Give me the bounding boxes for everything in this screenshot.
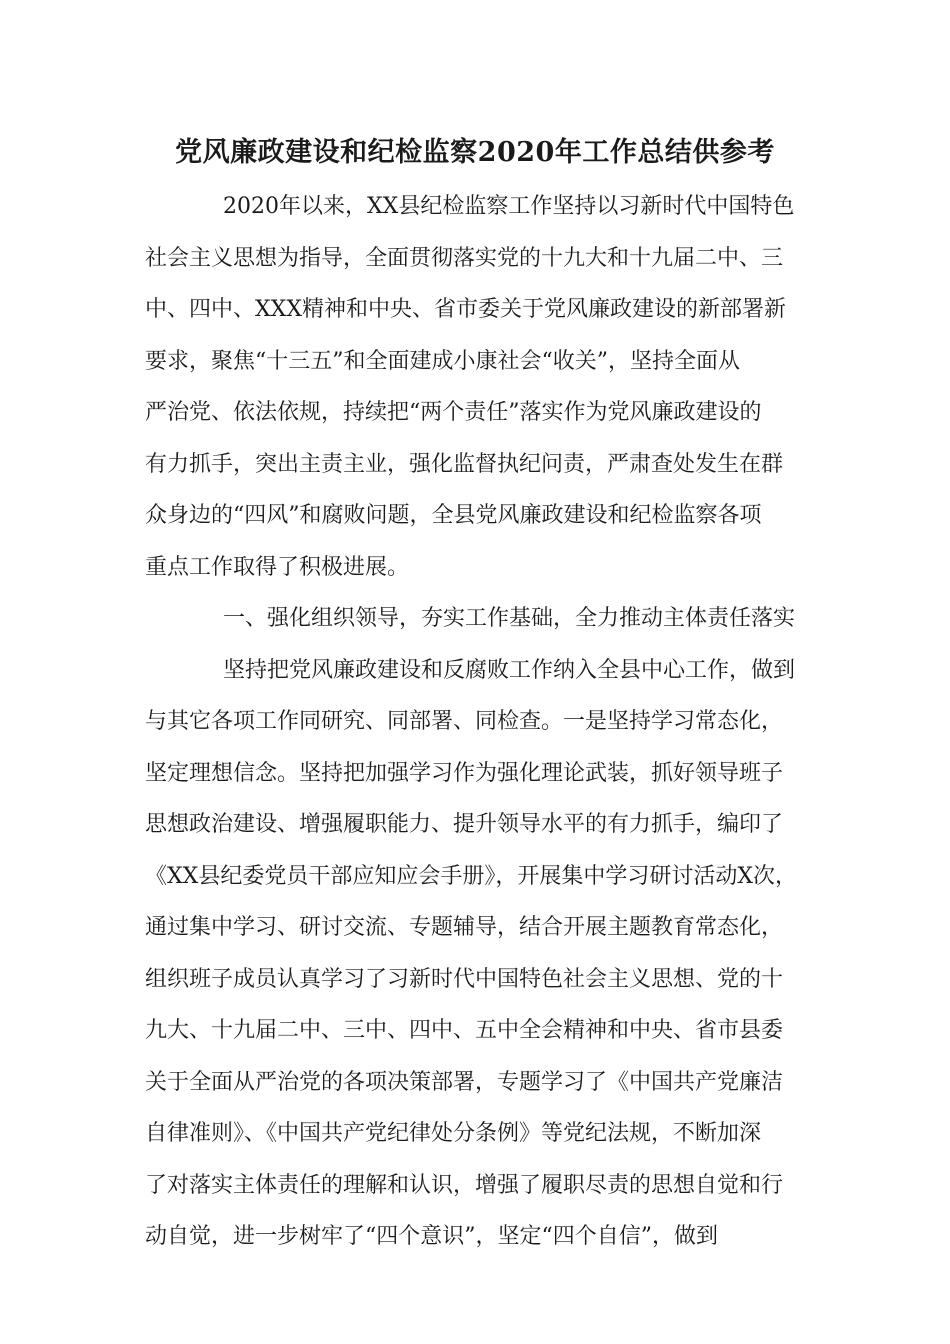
paragraph-line: 与其它各项工作同研究、同部署、同检查。一是坚持学习常态化， xyxy=(145,709,784,734)
paragraph-line: 坚持把党风廉政建设和反腐败工作纳入全县中心工作，做到 xyxy=(223,657,796,683)
paragraph-line: 关于全面从严治党的各项决策部署，专题学习了《中国共产党廉洁 xyxy=(145,1069,784,1095)
paragraph-line: 2020年以来，XX县纪检监察工作坚持以习新时代中国特色 xyxy=(223,194,795,219)
paragraph-line: 中、四中、XXX精神和中央、省市委关于党风廉政建设的新部署新 xyxy=(145,297,786,322)
paragraph-line: 自律准则》、《中国共产党纪律处分条例》等党纪法规，不断加深 xyxy=(145,1121,762,1146)
paragraph-line: 九大、十九届二中、三中、四中、五中全会精神和中央、省市县委 xyxy=(145,1018,784,1043)
document-title: 党风廉政建设和纪检监察2020年工作总结供参考 xyxy=(175,137,775,168)
paragraph-line: 通过集中学习、研讨交流、专题辅导，结合开展主题教育常态化， xyxy=(145,915,784,940)
paragraph-line: 众身边的“四风”和腐败问题，全县党风廉政建设和纪检监察各项 xyxy=(145,503,762,528)
paragraph-line: 社会主义思想为指导，全面贯彻落实党的十九大和十九届二中、三 xyxy=(145,245,784,271)
paragraph-line: 有力抓手，突出主责主业，强化监督执纪问责，严肃查处发生在群 xyxy=(145,451,784,477)
paragraph-line: 组织班子成员认真学习了习新时代中国特色社会主义思想、党的十 xyxy=(145,966,784,992)
paragraph-line: 了对落实主体责任的理解和认识，增强了履职尽责的思想自觉和行 xyxy=(145,1172,784,1198)
paragraph-line: 《XX县纪委党员干部应知应会手册》，开展集中学习研讨活动X次， xyxy=(145,863,797,889)
paragraph-line: 思想政治建设、增强履职能力、提升领导水平的有力抓手，编印了 xyxy=(145,812,784,837)
paragraph-line: 动自觉，进一步树牢了“四个意识”，坚定“四个自信”，做到 xyxy=(145,1224,718,1249)
paragraph-line: 严治党、依法依规，持续把“两个责任”落实作为党风廉政建设的 xyxy=(145,400,762,425)
paragraph-line: 要求，聚焦“十三五”和全面建成小康社会“收关”，坚持全面从 xyxy=(145,348,740,374)
paragraph-line: 坚定理想信念。坚持把加强学习作为强化理论武装，抓好领导班子 xyxy=(145,760,784,786)
section-heading: 一、强化组织领导，夯实工作基础，全力推动主体责任落实 xyxy=(223,606,796,631)
document-body xyxy=(145,181,810,1263)
paragraph-line: 重点工作取得了积极进展。 xyxy=(145,554,410,580)
